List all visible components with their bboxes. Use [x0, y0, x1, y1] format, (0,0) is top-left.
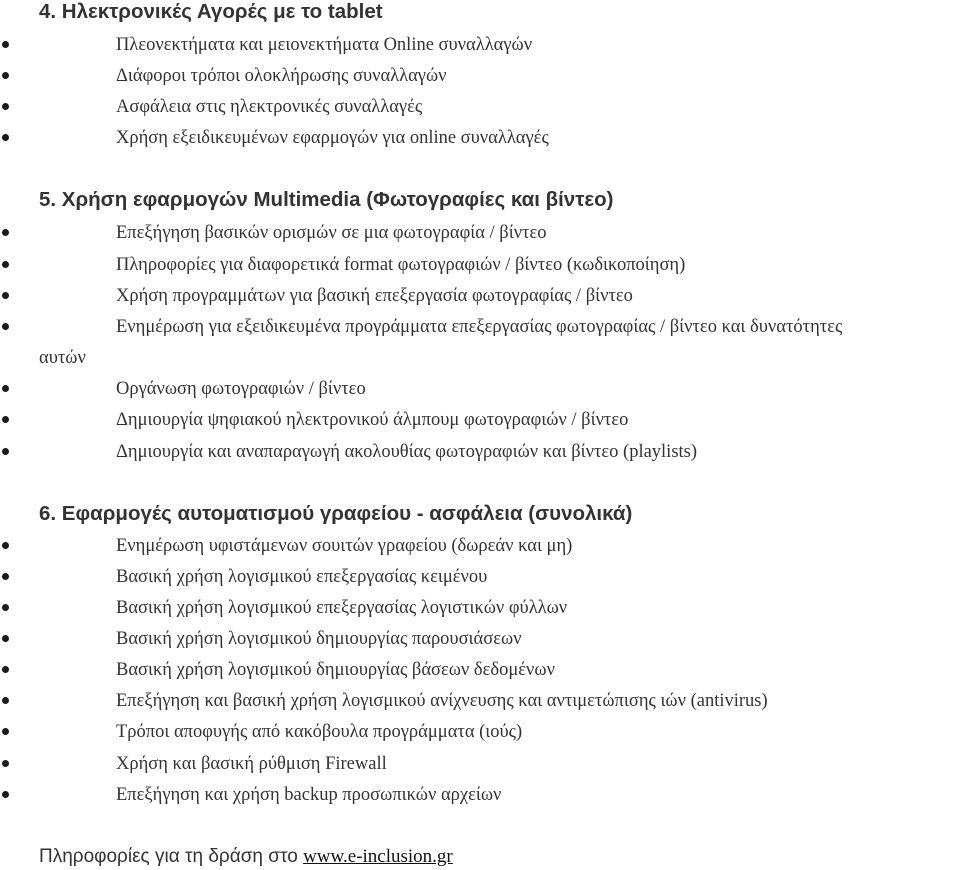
- list-item-text: Τρόποι αποφυγής από κακόβουλα προγράμματα (ιούς): [116, 722, 523, 742]
- bullet-icon: [2, 72, 9, 79]
- bullet-icon: [2, 229, 9, 236]
- list-item: [0, 95, 960, 119]
- list-item-text: Ενημέρωση για εξειδικευμένα προγράμματα επεξεργασίας φωτογραφίας / βίντεο και δυνατότητες: [116, 317, 843, 337]
- list-item-text: Διάφοροι τρόποι ολοκλήρωσης συναλλαγών: [116, 66, 447, 86]
- bullet-icon: [2, 635, 9, 642]
- bullet-icon: [2, 604, 9, 611]
- list-item-text: Βασική χρήση λογισμικού δημιουργίας παρουσιάσεων: [116, 629, 522, 649]
- bullet-icon: [2, 416, 9, 423]
- bullet-icon: [2, 41, 9, 48]
- list-item-text: Επεξήγηση βασικών ορισμών σε μια φωτογραφία / βίντεο: [116, 223, 547, 243]
- list-item-text: Βασική χρήση λογισμικού επεξεργασίας λογιστικών φύλλων: [116, 598, 568, 618]
- bullet-icon: [2, 728, 9, 735]
- bullet-icon: [2, 448, 9, 455]
- bullet-icon: [2, 323, 9, 330]
- list-item: [0, 658, 960, 682]
- list-item: [0, 534, 960, 558]
- bullet-icon: [2, 697, 9, 704]
- footer-text: Πληροφορίες για τη δράση στο: [39, 846, 304, 867]
- bullet-icon: [2, 573, 9, 580]
- list-item-text: Πλεονεκτήματα και μειονεκτήματα Online συναλλαγών: [116, 35, 533, 55]
- list-item-text: Δημιουργία και αναπαραγωγή ακολουθίας φωτογραφιών και βίντεο (playlists): [116, 442, 698, 462]
- list-item-text: Ασφάλεια στις ηλεκτρονικές συναλλαγές: [116, 97, 423, 117]
- section-5-heading: 5. Χρήση εφαρμογών Multimedia (Φωτογραφίες και βίντεο): [39, 188, 614, 211]
- list-item-continuation: αυτών: [39, 348, 86, 368]
- bullet-icon: [2, 542, 9, 549]
- list-item-text: Πληροφορίες για διαφορετικά format φωτογραφιών / βίντεο (κωδικοποίηση): [116, 255, 686, 275]
- bullet-icon: [2, 666, 9, 673]
- list-item: [0, 377, 960, 401]
- list-item: [0, 33, 960, 57]
- list-item: [0, 440, 960, 464]
- list-item: [0, 689, 960, 713]
- list-item: [0, 64, 960, 88]
- list-item-text: Οργάνωση φωτογραφιών / βίντεο: [116, 379, 366, 399]
- list-item: [0, 783, 960, 807]
- list-item-text: Βασική χρήση λογισμικού δημιουργίας βάσεων δεδομένων: [116, 660, 555, 680]
- list-item: [0, 627, 960, 651]
- list-item-text: Χρήση προγραμμάτων για βασική επεξεργασία φωτογραφίας / βίντεο: [116, 286, 633, 306]
- list-item-text: Χρήση εξειδικευμένων εφαρμογών για online συναλλαγές: [116, 128, 549, 148]
- list-item-text: Δημιουργία ψηφιακού ηλεκτρονικού άλμπουμ φωτογραφιών / βίντεο: [116, 410, 629, 430]
- list-item: [0, 720, 960, 744]
- bullet-icon: [2, 261, 9, 268]
- list-item: [0, 408, 960, 432]
- bullet-icon: [2, 791, 9, 798]
- bullet-icon: [2, 103, 9, 110]
- list-item-text: Βασική χρήση λογισμικού επεξεργασίας κειμένου: [116, 567, 488, 587]
- list-item: [0, 284, 960, 308]
- section-6-heading: 6. Εφαρμογές αυτοματισμού γραφείου - ασφάλεια (συνολικά): [39, 502, 633, 525]
- footer-info: [39, 845, 453, 869]
- website-link[interactable]: www.e-inclusion.gr: [303, 846, 453, 867]
- bullet-icon: [2, 292, 9, 299]
- list-item: [0, 565, 960, 589]
- list-item-text: Επεξήγηση και βασική χρήση λογισμικού ανίχνευσης και αντιμετώπισης ιών (antivirus): [116, 691, 768, 711]
- list-item: [0, 221, 960, 245]
- list-item: [0, 126, 960, 150]
- list-item: [0, 253, 960, 277]
- list-item: [0, 596, 960, 620]
- list-item: [0, 752, 960, 776]
- list-item-text: Χρήση και βασική ρύθμιση Firewall: [116, 754, 387, 774]
- section-4-heading: 4. Ηλεκτρονικές Αγορές με το tablet: [39, 0, 383, 23]
- list-item: [0, 315, 960, 339]
- bullet-icon: [2, 134, 9, 141]
- bullet-icon: [2, 760, 9, 767]
- bullet-icon: [2, 385, 9, 392]
- list-item-text: Ενημέρωση υφιστάμενων σουιτών γραφείου (δωρεάν και μη): [116, 536, 573, 556]
- list-item-text: Επεξήγηση και χρήση backup προσωπικών αρχείων: [116, 785, 502, 805]
